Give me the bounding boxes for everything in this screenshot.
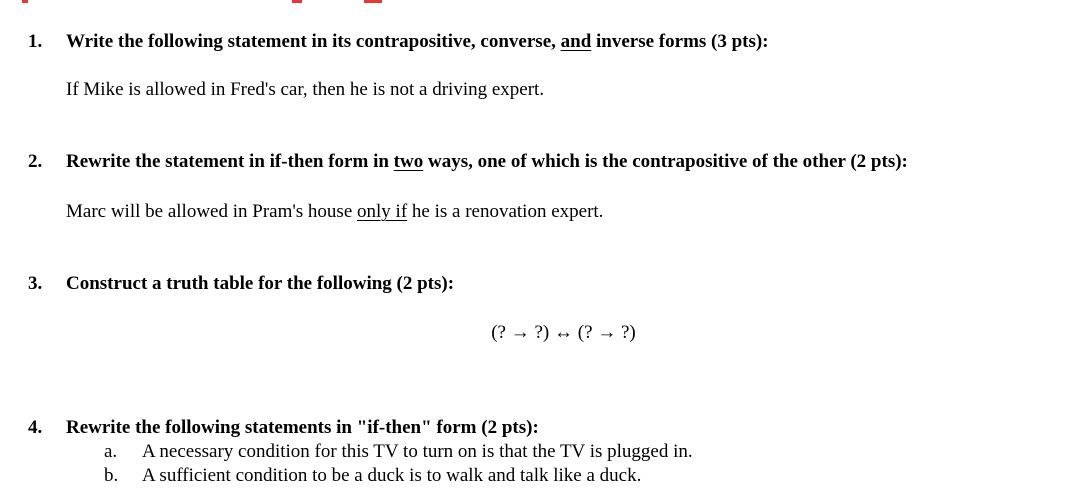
heading-mark (364, 0, 382, 3)
question-3-prompt: Construct a truth table for the following (2 pts): (66, 273, 455, 294)
question-4-item-b-text: A sufficient condition to be a duck is to walk and talk like a duck. (142, 465, 642, 486)
question-1-number: 1. (28, 31, 43, 52)
question-3-number: 3. (28, 273, 43, 294)
cropped-heading-marks (0, 0, 1087, 6)
question-2-statement: Marc will be allowed in Pram's house only if he is a renovation expert. (66, 201, 604, 222)
heading-mark (292, 0, 302, 3)
question-3-formula: (? → ?) ↔ (? → ?) (491, 322, 636, 343)
question-2-prompt: Rewrite the statement in if-then form in two ways, one of which is the contrapositive of the other (2 pts): (66, 151, 908, 172)
question-2-number: 2. (28, 151, 43, 172)
question-1-prompt: Write the following statement in its contrapositive, converse, and inverse forms (3 pts): (66, 31, 769, 52)
heading-mark (22, 0, 28, 3)
question-4-prompt: Rewrite the following statements in "if-then" form (2 pts): (66, 417, 539, 438)
question-4-number: 4. (28, 417, 43, 438)
question-1-statement: If Mike is allowed in Fred's car, then he is not a driving expert. (66, 79, 545, 100)
question-4-item-b-letter: b. (104, 465, 119, 486)
question-4-item-a-text: A necessary condition for this TV to turn on is that the TV is plugged in. (142, 441, 693, 462)
question-4-item-a-letter: a. (104, 441, 118, 462)
